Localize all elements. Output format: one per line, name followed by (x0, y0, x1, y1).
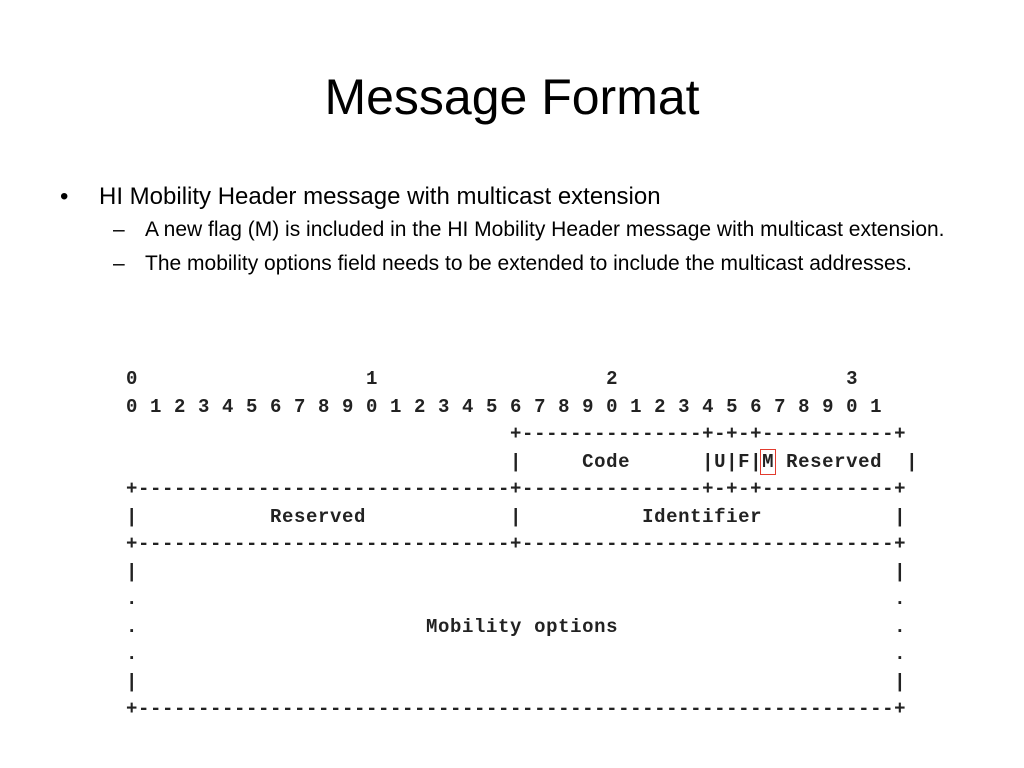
sub-bullet-text: The mobility options field needs to be extended to include the multicast addresses. (145, 252, 912, 275)
mobility-options-row: | | (126, 670, 907, 693)
mobility-options-row: | | (126, 560, 907, 583)
m-flag-highlight: M (762, 450, 775, 473)
bottom-border-row: +---------------------------------------------------------------+ (126, 698, 907, 720)
sub-bullet-item (99, 250, 960, 278)
reserved-flags-field: Reserved | (774, 450, 919, 473)
bit-ones-row: 0 1 2 3 4 5 6 7 8 9 0 1 2 3 4 5 6 7 8 9 0 1 2 3 4 5 6 7 8 9 0 1 (126, 395, 883, 418)
code-row-top-border: +---------------+-+-+-----------+ (126, 423, 907, 445)
mobility-options-row: . . (126, 588, 907, 610)
bullet-text: HI Mobility Header message with multicast extension (99, 183, 661, 210)
separator-row: +-------------------------------+-------------------------------+ (126, 533, 907, 555)
reserved-identifier-row: | Reserved | Identifier | (126, 505, 907, 528)
sub-bullet-item (99, 216, 960, 244)
sub-bullet-text: A new flag (M) is included in the HI Mobility Header message with multicast extension. (145, 218, 945, 241)
message-format-diagram (126, 366, 918, 724)
dash-icon: – (113, 252, 125, 275)
dash-icon: – (113, 218, 125, 241)
mobility-options-label: . Mobility options . (126, 615, 907, 638)
slide-title: Message Format (324, 69, 700, 125)
code-field: | Code |U|F| (126, 450, 763, 473)
separator-row: +-------------------------------+---------------+-+-+-----------+ (126, 478, 907, 500)
bullet-list (60, 180, 960, 284)
mobility-options-row: . . (126, 643, 907, 665)
bit-tens-row: 0 1 2 3 (126, 368, 859, 390)
sub-bullet-list (99, 216, 960, 278)
bullet-item (60, 180, 960, 278)
code-row (126, 451, 918, 473)
bullet-dot-icon: • (60, 183, 69, 210)
